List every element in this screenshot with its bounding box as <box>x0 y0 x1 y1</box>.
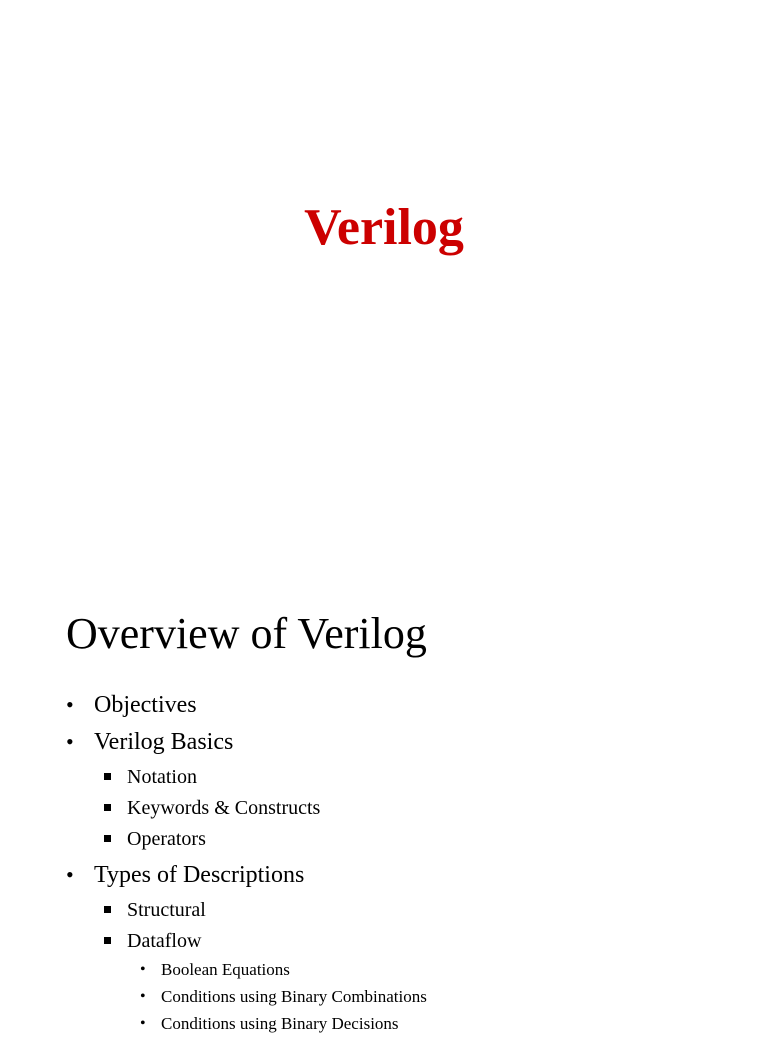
sub-bullet-item <box>66 764 427 790</box>
sub-sub-bullet-label: Conditions using Binary Combinations <box>161 987 427 1006</box>
square-bullet-icon <box>104 773 111 780</box>
bullet-outline <box>66 690 427 1040</box>
sub-bullet-label: Structural <box>127 899 206 921</box>
sub-sub-bullet-label: Boolean Equations <box>161 960 290 979</box>
bullet-label: Types of Descriptions <box>94 862 305 888</box>
bullet-dot-icon: • <box>140 988 146 1005</box>
slide-heading: Overview of Verilog <box>66 609 427 658</box>
bullet-dot-icon: • <box>140 961 146 978</box>
sub-bullet-label: Keywords & Constructs <box>127 797 321 819</box>
bullet-item <box>66 727 427 757</box>
sub-bullet-item <box>66 928 427 954</box>
bullet-dot-icon: • <box>66 729 74 754</box>
bullet-dot-icon: • <box>66 692 74 717</box>
square-bullet-icon <box>104 937 111 944</box>
bullet-dot-icon: • <box>140 1015 146 1032</box>
sub-bullet-item <box>66 897 427 923</box>
sub-bullet-label: Dataflow <box>127 930 202 952</box>
bullet-dot-icon: • <box>66 862 74 887</box>
bullet-item <box>66 690 427 720</box>
overview-slide <box>0 560 768 1033</box>
sub-bullet-item <box>66 795 427 821</box>
sub-sub-bullet-item <box>66 986 427 1008</box>
sub-sub-bullet-item <box>66 959 427 981</box>
sub-bullet-label: Operators <box>127 828 206 850</box>
square-bullet-icon <box>104 835 111 842</box>
bullet-item <box>66 860 427 890</box>
slide-title: Verilog <box>304 199 464 256</box>
square-bullet-icon <box>104 804 111 811</box>
bullet-label: Verilog Basics <box>94 729 234 755</box>
sub-bullet-item <box>66 826 427 852</box>
bullet-label: Objectives <box>94 692 197 718</box>
sub-sub-bullet-item <box>66 1013 427 1035</box>
square-bullet-icon <box>104 906 111 913</box>
sub-sub-bullet-label: Conditions using Binary Decisions <box>161 1014 399 1033</box>
sub-bullet-label: Notation <box>127 766 197 788</box>
